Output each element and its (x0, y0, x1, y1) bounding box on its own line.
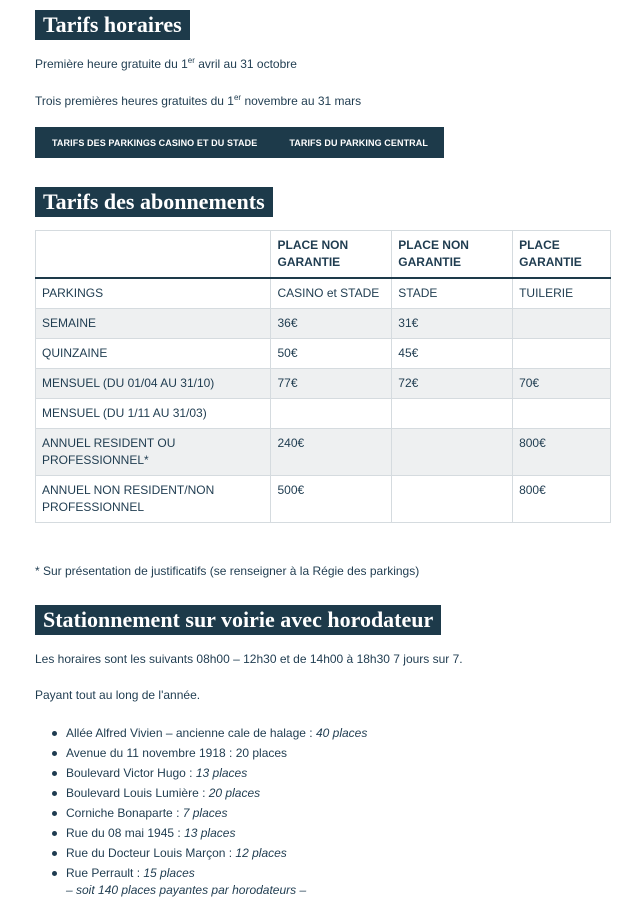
total-places-text: – soit 140 places payantes par horodateurs – (66, 883, 307, 897)
table-cell (513, 339, 611, 369)
table-row (36, 476, 611, 523)
table-cell: SEMAINE (36, 309, 271, 339)
header-cell: PLACE NON GARANTIE (392, 231, 513, 279)
table-cell: 800€ (513, 429, 611, 476)
header-cell: PLACE GARANTIE (513, 231, 611, 279)
street-name: Boulevard Louis Lumière : (66, 786, 209, 800)
street-name: Rue du 08 mai 1945 : (66, 826, 185, 840)
street-hours-text: Les horaires sont les suivants 08h00 – 12h30 et de 14h00 à 18h30 7 jours sur 7. (35, 652, 463, 666)
table-cell: ANNUEL NON RESIDENT/NON PROFESSIONNEL (36, 476, 271, 523)
year-round-text: Payant tout au long de l'année. (35, 688, 201, 702)
table-cell: 31€ (392, 309, 513, 339)
text-part: novembre au 31 mars (241, 94, 362, 108)
tab-casino-stade-rates[interactable]: TARIFS DES PARKINGS CASINO ET DU STADE (52, 137, 258, 148)
table-row (36, 429, 611, 476)
list-item (35, 803, 367, 823)
table-cell: 800€ (513, 476, 611, 523)
table-header-row (36, 231, 611, 279)
place-count: 7 places (182, 806, 228, 820)
header-cell: PLACE NON GARANTIE (271, 231, 392, 279)
free-hours-winter-text (35, 93, 361, 109)
table-row (36, 399, 611, 429)
street-name: Allée Alfred Vivien – ancienne cale de halage : (66, 726, 316, 740)
list-item (35, 723, 367, 743)
place-count: 15 places (143, 866, 195, 880)
table-row (36, 339, 611, 369)
table-cell (392, 399, 513, 429)
text-part: Première heure gratuite du 1 (35, 57, 188, 71)
table-row (36, 278, 611, 309)
table-cell: 50€ (271, 339, 392, 369)
tab-central-parking-rates[interactable]: TARIFS DU PARKING CENTRAL (289, 137, 428, 148)
list-item (35, 823, 367, 843)
list-item (35, 763, 367, 783)
table-cell (513, 399, 611, 429)
table-cell: ANNUEL RESIDENT OU PROFESSIONNEL* (36, 429, 271, 476)
table-cell: QUINZAINE (36, 339, 271, 369)
table-cell: STADE (392, 278, 513, 309)
table-cell (392, 476, 513, 523)
table-cell (271, 399, 392, 429)
superscript: er (187, 56, 195, 65)
street-name: Rue Perrault : (66, 866, 144, 880)
table-row (36, 309, 611, 339)
table-cell: MENSUEL (DU 1/11 AU 31/03) (36, 399, 271, 429)
free-hour-summer-text (35, 56, 297, 72)
table-row (36, 369, 611, 399)
place-count: 13 places (195, 766, 248, 780)
table-cell: MENSUEL (DU 01/04 AU 31/10) (36, 369, 271, 399)
street-name: Avenue du 11 novembre 1918 : (66, 746, 236, 760)
table-cell: 70€ (513, 369, 611, 399)
list-item (35, 743, 367, 763)
place-count: 12 places (235, 846, 287, 860)
list-item (35, 863, 367, 883)
table-cell: 36€ (271, 309, 392, 339)
street-name: Rue du Docteur Louis Marçon : (66, 846, 236, 860)
header-cell (36, 231, 271, 279)
place-count: 20 places (208, 786, 261, 800)
place-count: 40 places (315, 726, 368, 740)
table-cell: 45€ (392, 339, 513, 369)
table-cell: 500€ (271, 476, 392, 523)
table-cell: CASINO et STADE (271, 278, 392, 309)
subscription-rates-table (35, 230, 611, 523)
place-count: 20 places (235, 746, 288, 760)
hourly-rates-heading: Tarifs horaires (35, 10, 190, 40)
table-cell (513, 309, 611, 339)
table-cell: TUILERIE (513, 278, 611, 309)
street-name: Corniche Bonaparte : (66, 806, 183, 820)
table-cell: 72€ (392, 369, 513, 399)
table-cell: PARKINGS (36, 278, 271, 309)
street-list (35, 723, 367, 883)
subscription-rates-heading: Tarifs des abonnements (35, 187, 273, 217)
place-count: 13 places (184, 826, 236, 840)
table-cell: 77€ (271, 369, 392, 399)
table-cell: 240€ (271, 429, 392, 476)
street-parking-heading: Stationnement sur voirie avec horodateur (35, 605, 441, 635)
list-item (35, 843, 367, 863)
street-name: Boulevard Victor Hugo : (66, 766, 196, 780)
justification-footnote: * Sur présentation de justificatifs (se renseigner à la Régie des parkings) (35, 564, 420, 578)
list-item (35, 783, 367, 803)
text-part: avril au 31 octobre (194, 57, 297, 71)
superscript: er (233, 93, 242, 102)
text-part: Trois premières heures gratuites du 1 (35, 94, 234, 108)
table-cell (392, 429, 513, 476)
parking-rates-tabbar (35, 127, 444, 158)
